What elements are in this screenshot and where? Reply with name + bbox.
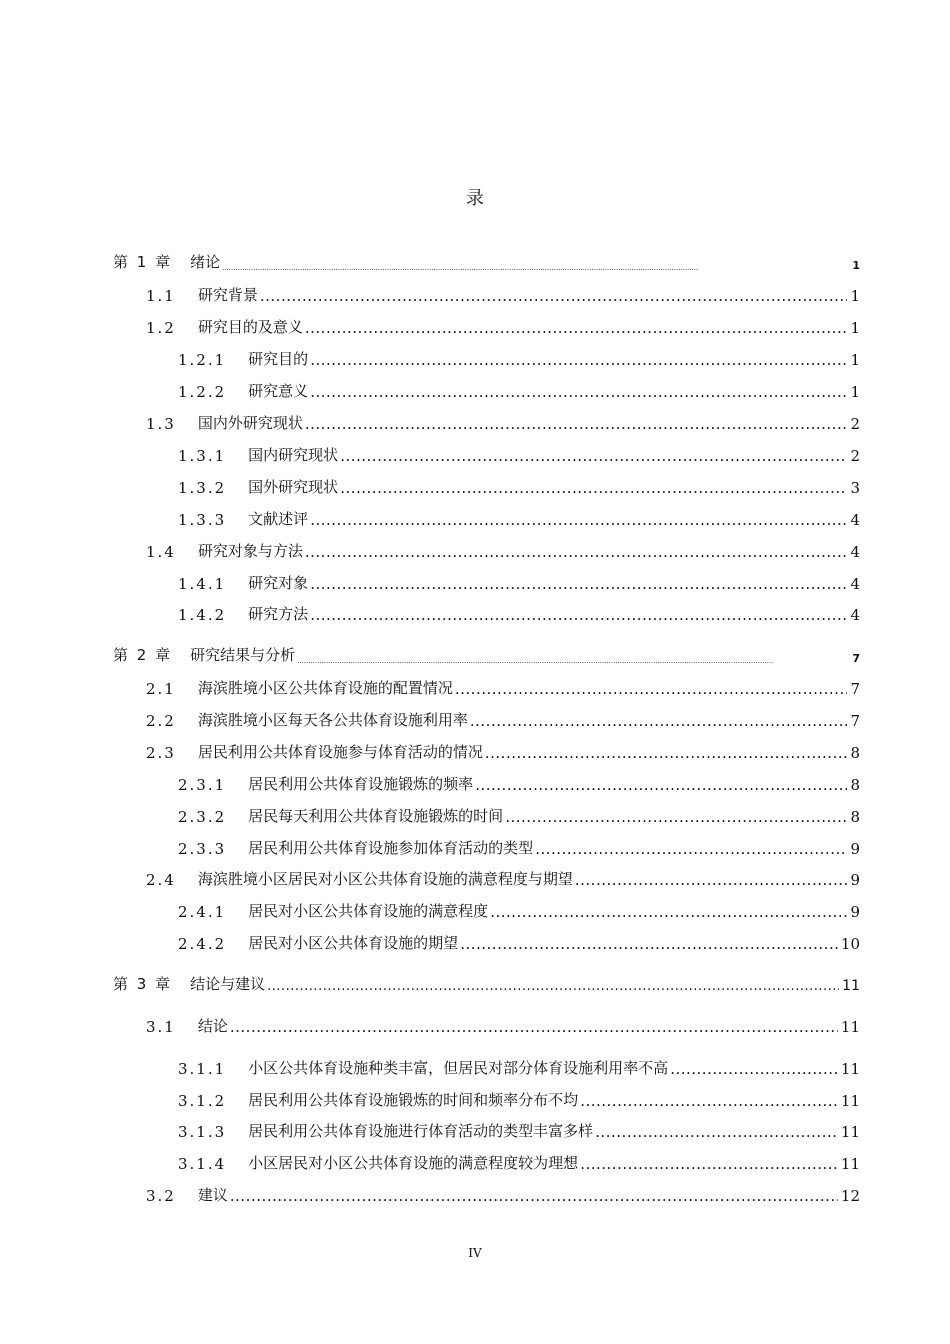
toc-leader-dots [575,871,848,889]
toc-leader-dots [297,657,849,665]
toc-entry-text: 国外研究现状 [248,478,339,496]
toc-entry-text: 居民对小区公共体育设施的期望 [248,934,459,952]
toc-entry-text: 结论与建议 [190,975,266,993]
toc-leader-dots [305,543,848,561]
toc-entry-number: 1.2.2 [178,383,227,401]
toc-leader-dots [230,1187,838,1205]
toc-entry-page: 11 [842,978,860,994]
toc-entry[interactable] [178,377,860,401]
toc-entry-number: 2.4 [146,871,176,889]
toc-entry-text: 研究目的及意义 [197,318,303,336]
toc-entry-text: 研究背景 [197,286,258,304]
toc-entry-text: 海滨胜境小区公共体育设施的配置情况 [197,679,453,697]
toc-entry-number: 3.1.2 [178,1092,227,1110]
toc-title: 录 [466,188,484,209]
toc-leader-dots [535,840,847,858]
toc-leader-dots [310,575,847,593]
toc-entry-page: 10 [840,935,860,953]
toc-entry[interactable] [178,441,860,465]
toc-leader-dots [310,606,847,624]
toc-entry-number: 第 2 章 [113,646,173,664]
toc-entry-text: 居民利用公共体育设施参与体育活动的情况 [197,743,483,761]
toc-leader-dots [260,287,848,305]
toc-entry-text: 研究方法 [248,605,309,623]
toc-entry-page: 7 [850,680,860,698]
toc-entry[interactable] [178,1086,860,1110]
toc-leader-dots [485,744,848,762]
toc-entry-number: 3.1.4 [178,1155,227,1173]
toc-entry[interactable] [178,1149,860,1173]
toc-entry-number: 2.4.2 [178,935,227,953]
toc-entry-text: 国内研究现状 [248,446,339,464]
toc-entry-number: 1.4.1 [178,575,227,593]
toc-entry-page: 1 [850,319,860,337]
toc-entry-text: 绪论 [190,253,221,271]
toc-entry[interactable] [178,802,860,826]
toc-entry-page: 12 [840,1187,860,1205]
toc-entry-text: 研究意义 [248,382,309,400]
toc-entry[interactable] [146,281,860,305]
toc-entry-number: 1.3 [146,415,176,433]
toc-leader-dots [595,1123,838,1141]
toc-leader-dots [267,979,839,994]
toc-entry-page: 11 [840,1155,860,1173]
toc-entry-page: 8 [850,776,860,794]
toc-entry-page: 4 [850,606,860,624]
toc-leader-dots [455,680,848,698]
toc-entry-number: 1.3.1 [178,447,227,465]
toc-entry-page: 9 [850,903,860,921]
toc-entry[interactable] [146,1012,860,1036]
toc-entry-number: 1.3.2 [178,479,227,497]
toc-entry-page: 3 [850,479,860,497]
toc-leader-dots [305,415,848,433]
toc-entry-number: 2.3.2 [178,808,227,826]
toc-entry-page: 8 [850,744,860,762]
toc-entry-number: 2.3.1 [178,776,227,794]
toc-entry-number: 2.2 [146,712,176,730]
toc-entry[interactable] [178,345,860,369]
toc-entry-chapter-2[interactable] [113,641,860,665]
toc-entry-page: 2 [850,447,860,465]
toc-leader-dots [340,479,847,497]
toc-entry-number: 2.4.1 [178,903,227,921]
toc-entry-text: 海滨胜境小区居民对小区公共体育设施的满意程度与期望 [197,870,573,888]
toc-entry-number: 3.1.3 [178,1123,227,1141]
toc-leader-dots [460,935,838,953]
toc-entry-number: 第 3 章 [113,975,173,993]
toc-entry-page: 1 [850,287,860,305]
toc-entry-text: 居民利用公共体育设施锻炼的时间和频率分布不均 [248,1091,579,1109]
toc-entry-number: 3.2 [146,1187,176,1205]
toc-entry[interactable] [146,409,860,433]
toc-leader-dots [310,351,847,369]
toc-entry-text: 国内外研究现状 [197,414,303,432]
toc-leader-dots [470,712,848,730]
page-number: IV [468,1246,482,1260]
toc-entry-number: 1.4 [146,543,176,561]
toc-entry[interactable] [178,834,860,858]
toc-entry-text: 小区公共体育设施种类丰富，但居民对部分体育设施利用率不高 [248,1059,669,1077]
toc-entry[interactable] [178,473,860,497]
toc-entry-chapter-3[interactable] [113,970,860,994]
toc-entry-text: 文献述评 [248,510,309,528]
toc-entry-text: 研究对象 [248,574,309,592]
toc-leader-dots [505,808,847,826]
toc-entry-number: 2.3 [146,744,176,762]
toc-leader-dots [670,1060,838,1078]
toc-entry-page: 4 [850,575,860,593]
toc-entry-text: 居民对小区公共体育设施的满意程度 [248,902,489,920]
toc-entry-text: 建议 [197,1186,228,1204]
toc-entry-text: 居民利用公共体育设施进行体育活动的类型丰富多样 [248,1122,594,1140]
toc-leader-dots [222,264,849,272]
toc-entry-text: 研究目的 [248,350,309,368]
toc-entry[interactable] [178,1054,860,1078]
toc-entry[interactable] [178,897,860,921]
toc-entry-page: 11 [840,1060,860,1078]
toc-leader-dots [490,903,847,921]
toc-entry-page: 8 [850,808,860,826]
toc-entry-page: 7 [852,652,860,665]
toc-entry-number: 1.2.1 [178,351,227,369]
toc-entry-page: 11 [840,1092,860,1110]
toc-leader-dots [580,1092,838,1110]
toc-leader-dots [230,1018,838,1036]
toc-entry-number: 1.1 [146,287,176,305]
toc-entry[interactable] [146,313,860,337]
toc-entry-page: 1 [850,383,860,401]
toc-leader-dots [310,511,847,529]
toc-entry[interactable] [178,1117,860,1141]
toc-entry-text: 研究对象与方法 [197,542,303,560]
toc-entry[interactable] [146,865,860,889]
toc-leader-dots [475,776,847,794]
toc-entry[interactable] [178,929,860,953]
toc-entry-page: 1 [850,351,860,369]
toc-entry-text: 居民利用公共体育设施锻炼的频率 [248,775,474,793]
toc-entry[interactable] [146,706,860,730]
toc-entry[interactable] [146,738,860,762]
toc-entry-page: 7 [850,712,860,730]
toc-entry-number: 1.2 [146,319,176,337]
toc-leader-dots [305,319,848,337]
toc-entry-page: 2 [850,415,860,433]
toc-entry-number: 1.3.3 [178,511,227,529]
toc-entry-page: 9 [850,840,860,858]
toc-entry-text: 居民利用公共体育设施参加体育活动的类型 [248,839,534,857]
toc-entry[interactable] [146,674,860,698]
toc-entry-number: 1.4.2 [178,606,227,624]
toc-entry[interactable] [146,1181,860,1205]
toc-entry-number: 2.3.3 [178,840,227,858]
toc-entry-number: 2.1 [146,680,176,698]
toc-entry-page: 9 [850,871,860,889]
toc-entry-page: 1 [852,259,860,272]
toc-entry-text: 研究结果与分析 [190,646,296,664]
toc-entry-text: 海滨胜境小区每天各公共体育设施利用率 [197,711,468,729]
toc-entry-page: 4 [850,543,860,561]
toc-leader-dots [340,447,847,465]
toc-entry-page: 11 [840,1123,860,1141]
toc-entry[interactable] [146,537,860,561]
toc-entry-number: 3.1.1 [178,1060,227,1078]
toc-entry-number: 第 1 章 [113,253,173,271]
toc-entry[interactable] [178,770,860,794]
toc-leader-dots [310,383,847,401]
toc-leader-dots [580,1155,838,1173]
toc-entry-page: 4 [850,511,860,529]
toc-entry[interactable] [178,569,860,593]
toc-entry-chapter-1[interactable] [113,248,860,272]
toc-entry[interactable] [178,505,860,529]
toc-entry-text: 居民每天利用公共体育设施锻炼的时间 [248,807,504,825]
toc-entry-page: 11 [840,1018,860,1036]
toc-entry-text: 结论 [197,1017,228,1035]
toc-entry-number: 3.1 [146,1018,176,1036]
toc-entry[interactable] [178,600,860,624]
toc-entry-text: 小区居民对小区公共体育设施的满意程度较为理想 [248,1154,579,1172]
